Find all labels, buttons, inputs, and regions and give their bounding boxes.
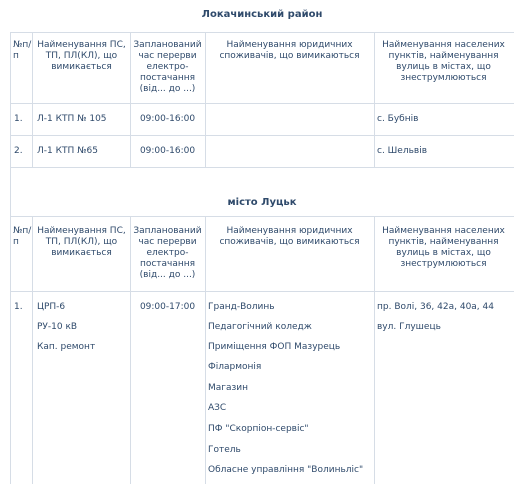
row1-time: 09:00-16:00: [139, 114, 196, 124]
ps-line: ЦРП-6: [37, 302, 66, 312]
consumer-item: ПФ "Скорпіон-сервіс": [208, 424, 309, 434]
header-consumers: Найменування юридичних споживачів, що вимикаються: [219, 40, 360, 61]
row1-num: 1.: [14, 114, 23, 124]
header-consumers: Найменування юридичних споживачів, що вимикаються: [219, 226, 360, 247]
consumer-item: Приміщення ФОП Мазурець: [208, 342, 341, 352]
consumer-item: Педагогічний коледж: [208, 322, 312, 332]
settlement-item: вул. Глушець: [377, 322, 441, 332]
divider: [10, 32, 11, 484]
lutsk-row-num: 1.: [14, 302, 23, 312]
section-title-lokachi: Локачинський район: [201, 9, 323, 20]
divider: [10, 103, 514, 104]
divider: [10, 167, 514, 168]
header-num: №п/п: [13, 226, 32, 247]
divider: [130, 32, 131, 167]
header-time: Запланований час перерви електро-постачання (від... до ...): [133, 226, 202, 280]
divider: [10, 135, 514, 136]
header-ps: Найменування ПС, ТП, ПЛ(КЛ), що вимикається: [37, 40, 126, 72]
ps-line: Кап. ремонт: [37, 342, 96, 352]
header-num: №п/п: [13, 40, 32, 61]
divider: [10, 216, 514, 217]
row2-settlement: с. Шельвів: [377, 146, 427, 156]
row1-ps: Л-1 КТП № 105: [37, 114, 107, 124]
consumer-item: Магазин: [208, 383, 249, 393]
row2-ps: Л-1 КТП №65: [37, 146, 98, 156]
header-ps: Найменування ПС, ТП, ПЛ(КЛ), що вимикається: [37, 226, 126, 258]
row2-time: 09:00-16:00: [139, 146, 196, 156]
divider: [10, 291, 514, 292]
divider: [374, 32, 375, 167]
settlement-item: пр. Волі, 36, 42а, 40а, 44: [377, 302, 494, 312]
row2-num: 2.: [14, 146, 23, 156]
divider: [32, 216, 33, 484]
divider: [374, 216, 375, 484]
header-settlements: Найменування населених пунктів, найменування вулиць в містах, що знеструмлюються: [382, 40, 505, 83]
divider: [130, 216, 131, 484]
lutsk-row-time: 09:00-17:00: [139, 302, 196, 312]
ps-line: РУ-10 кВ: [37, 322, 78, 332]
section-title-lutsk: місто Луцьк: [227, 197, 297, 208]
divider: [205, 32, 206, 167]
divider: [205, 216, 206, 484]
header-time: Запланований час перерви електро-постачання (від... до ...): [133, 40, 202, 94]
row1-settlement: с. Бубнів: [377, 114, 419, 124]
consumer-item: Філармонія: [208, 362, 262, 372]
consumer-item: Обласне управління "Волиньліс": [208, 465, 364, 475]
divider: [10, 32, 514, 33]
consumer-item: АЗС: [208, 403, 227, 413]
consumer-item: Гранд-Волинь: [208, 302, 275, 312]
consumer-item: Готель: [208, 445, 241, 455]
header-settlements: Найменування населених пунктів, найменування вулиць в містах, що знеструмлюються: [382, 226, 505, 269]
